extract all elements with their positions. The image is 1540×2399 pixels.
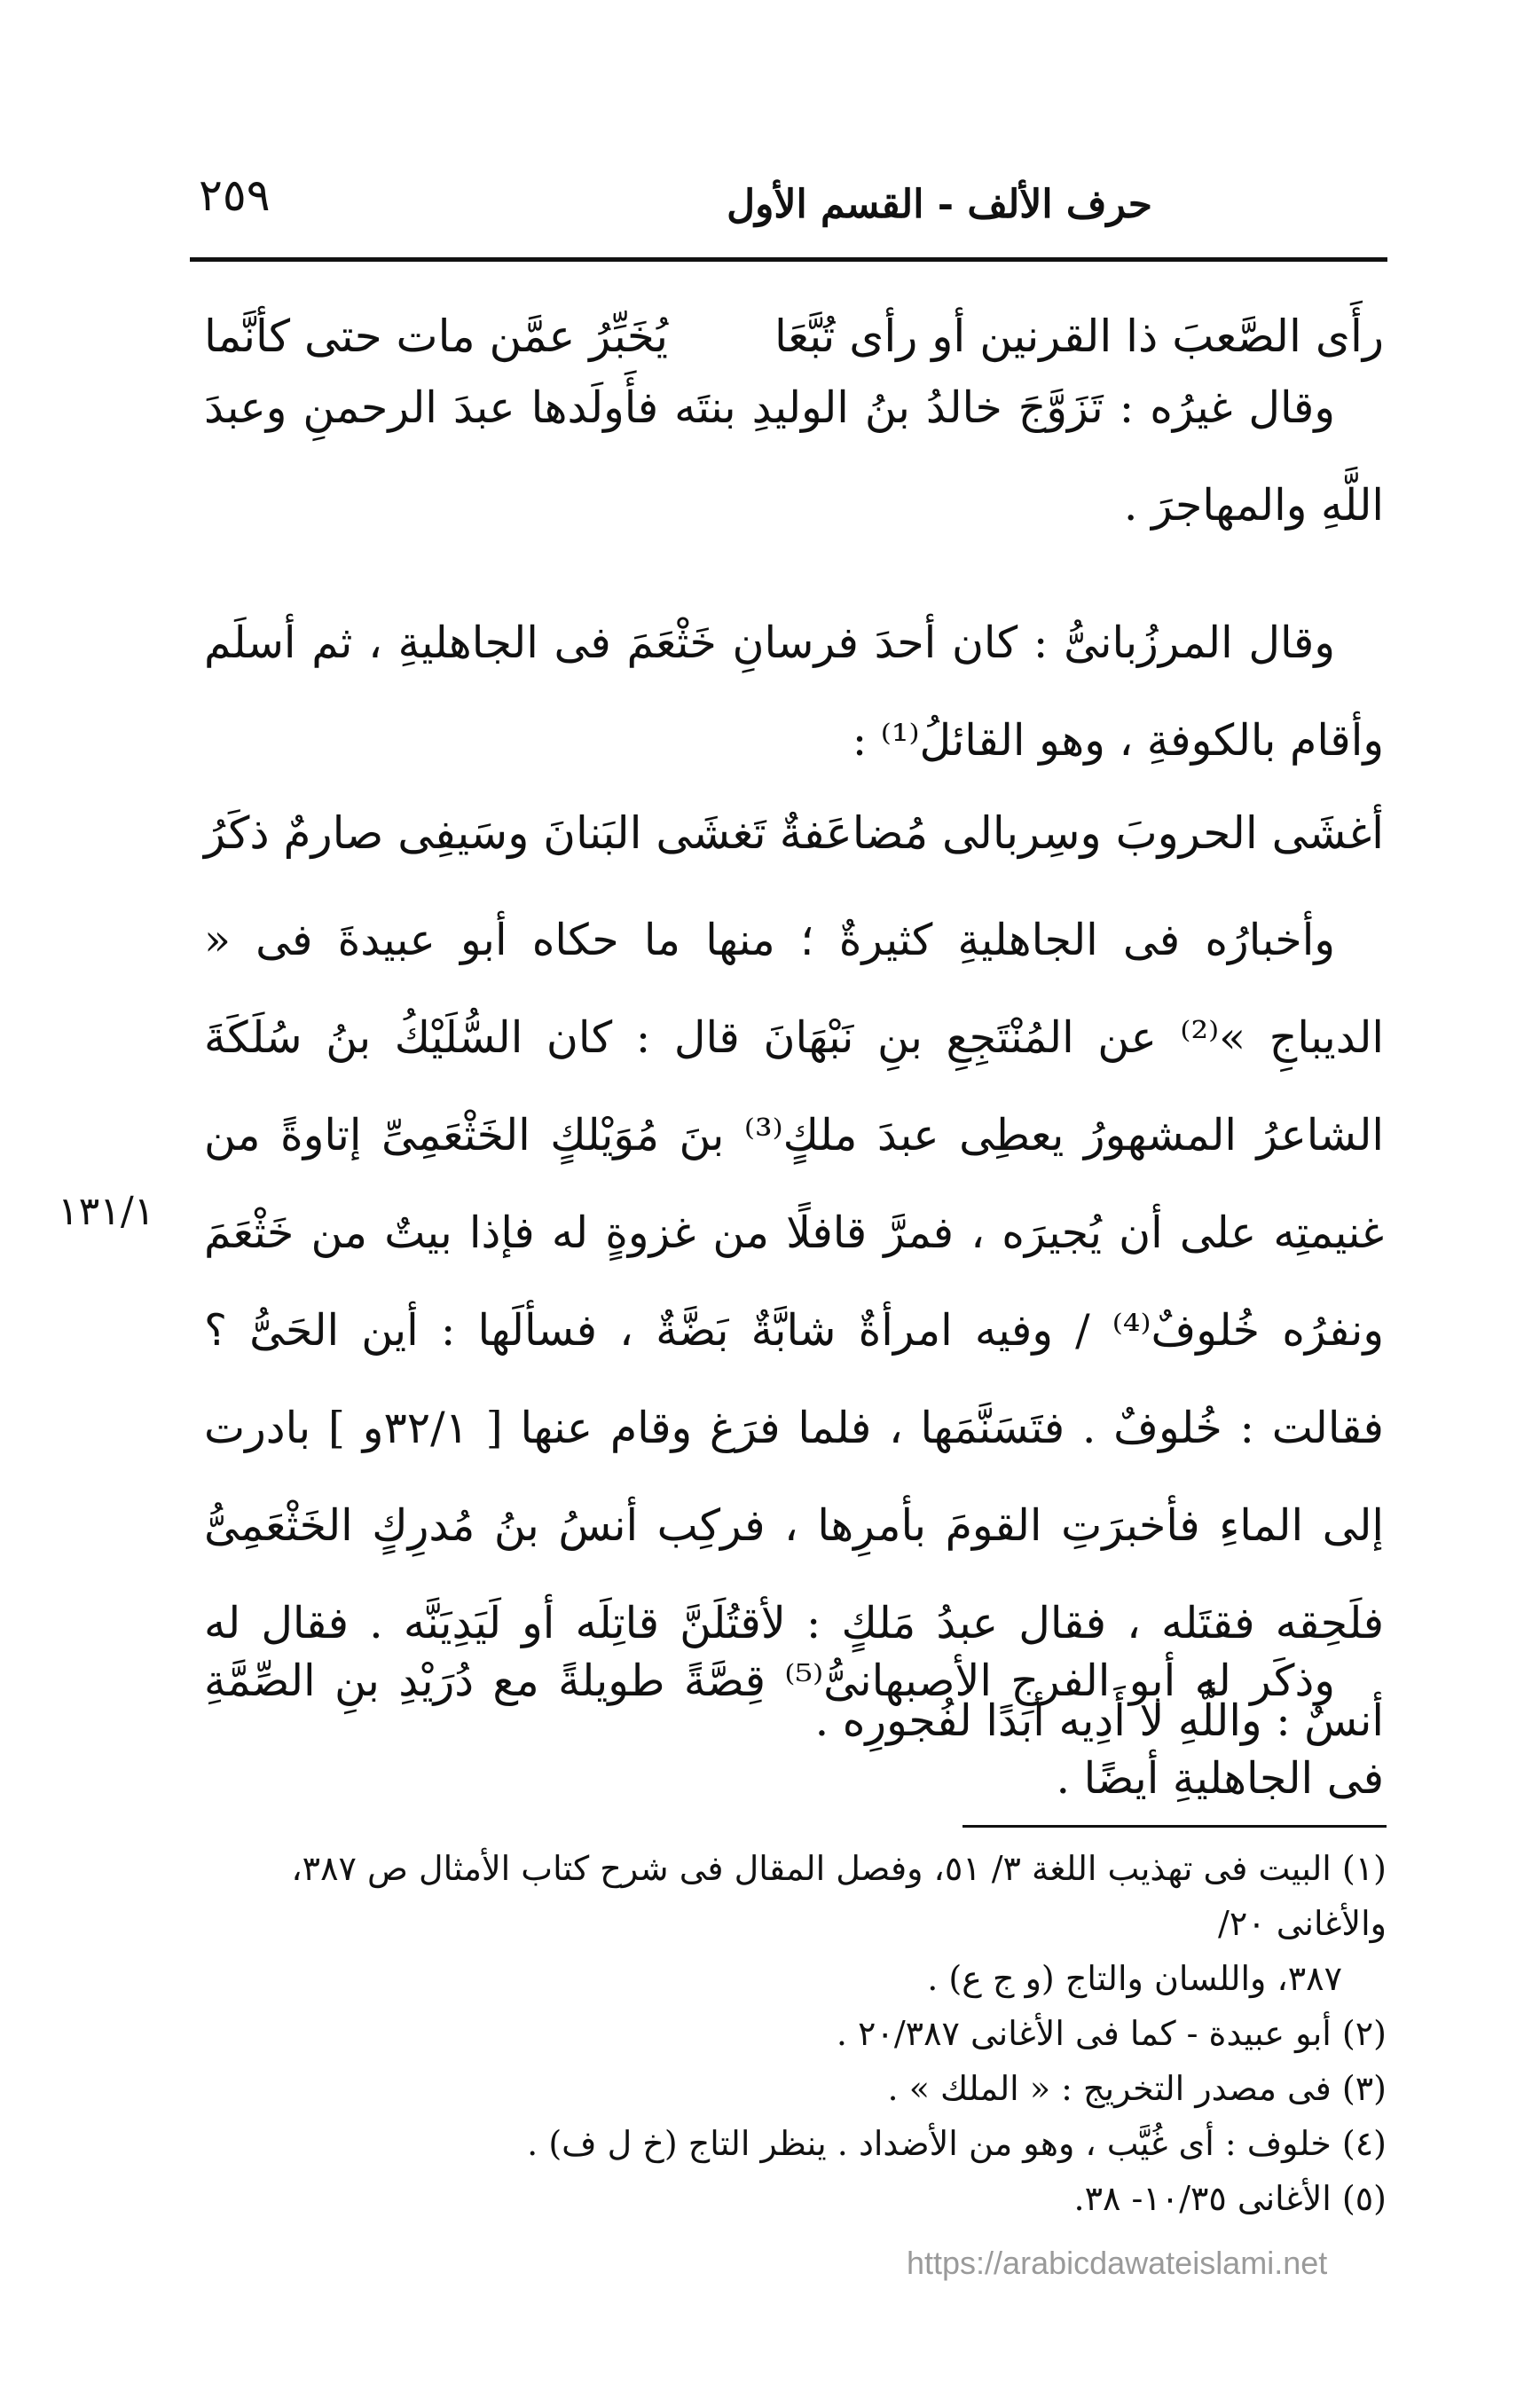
page-title: حرف الألف - القسم الأول (727, 182, 1152, 227)
page-header (190, 155, 1387, 253)
paragraph-3: وأخبارُه فى الجاهليةِ كثيرةٌ ؛ منها ما حكاه أبو عبيدةَ فى « الديباجِ »⁽²⁾ عن المُنْتَجِعِ بنِ نَبْهَانَ قال : كان السُّلَيْكُ بنُ سُلَكَةَ الشاعرُ المشهورُ يعطِى عبدَ ملكٍ⁽³⁾ بنَ مُوَيْلكٍ الخَثْعَمِىِّ إتاوةً من غنيمتِه على أن يُجيرَه ، فمرَّ قافلًا من غزوةٍ له فإذا بيتٌ من خَثْعَمَ ونفرُه خُلوفٌ⁽⁴⁾ / وفيه امرأةٌ شابَّةٌ بَضَّةٌ ، فسألَها : أين الحَىُّ ؟ فقالت : خُلوفٌ . فتَسَنَّمَها ، فلما فرَغ وقام عنها [ ٣٢/١و ] بادرت إلى الماءِ فأخبرَتِ القومَ بأمرِها ، فركِب أنسُ بنُ مُدرِكٍ الخَثْعَمِىُّ فلَحِقه فقتَله ، فقال عبدُ مَلكٍ : لأقتُلَنَّ قاتِلَه أو لَيَدِيَنَّه . فقال له أنسٌ : واللَّهِ لا أَدِيه أبدًا لفُجورِه . (204, 915, 1384, 1746)
header-divider (190, 257, 1387, 262)
manuscript-folio-reference: ١٣١/١ (58, 1189, 155, 1234)
footnote-3: (٣) فى مصدر التخريج : « الملك » . (887, 2069, 1387, 2108)
paragraph-4: وذكَر له أبو الفرجِ الأصبهانىُّ⁽⁵⁾ قِصَّةً طويلةً مع دُرَيْدِ بنِ الصِّمَّةِ فى الجاهليةِ أيضًا . (204, 1656, 1384, 1804)
verse-2-second-hemistich: تَغشَى البَنانَ وسَيفِى صارمٌ ذكَرُ (204, 807, 766, 859)
footnote-divider (962, 1825, 1387, 1828)
verse-1-first-hemistich: رأَى الصَّعبَ ذا القرنين أو رأى تُبَّعَا (774, 311, 1384, 362)
footnotes (202, 1841, 1387, 2226)
verse-line-2 (204, 807, 1384, 896)
footnote-1: (١) البيت فى تهذيب اللغة ٣/ ٥١، وفصل المقال فى شرح كتاب الأمثال ص ٣٨٧، والأغانى ٢٠/ (291, 1849, 1387, 1943)
footnote-4: (٤) خلوف : أى غُيَّب ، وهو من الأضداد . ينظر التاج (خ ل ف) . (527, 2124, 1387, 2163)
verse-1-second-hemistich: يُخَبِّرُ عمَّن مات حتى كأنَّما (204, 311, 669, 362)
verse-2-first-hemistich: أغشَى الحروبَ وسِربالى مُضاعَفةٌ (779, 807, 1384, 859)
watermark-url: https://arabicdawateislami.net (907, 2245, 1328, 2281)
footnote-5: (٥) الأغانى ١٠/٣٥- ٣٨. (1073, 2179, 1387, 2218)
footnote-2: (٢) أبو عبيدة - كما فى الأغانى ٢٠/٣٨٧ . (836, 2014, 1387, 2053)
footnote-1-continued: ٣٨٧، واللسان والتاج (و ج ع) . (927, 1959, 1342, 1998)
paragraph-2: وقال المرزُبانىُّ : كان أحدَ فرسانِ خَثْعَمَ فى الجاهليةِ ، ثم أسلَم وأقام بالكوفةِ ، وهو القائلُ⁽¹⁾ : (204, 617, 1384, 766)
paragraph-1: وقال غيرُه : تَزَوَّجَ خالدُ بنُ الوليدِ بنتَه فأَولَدها عبدَ الرحمنِ وعبدَ اللَّهِ والمهاجرَ . (204, 382, 1384, 531)
page-number: ٢٥٩ (199, 169, 271, 221)
